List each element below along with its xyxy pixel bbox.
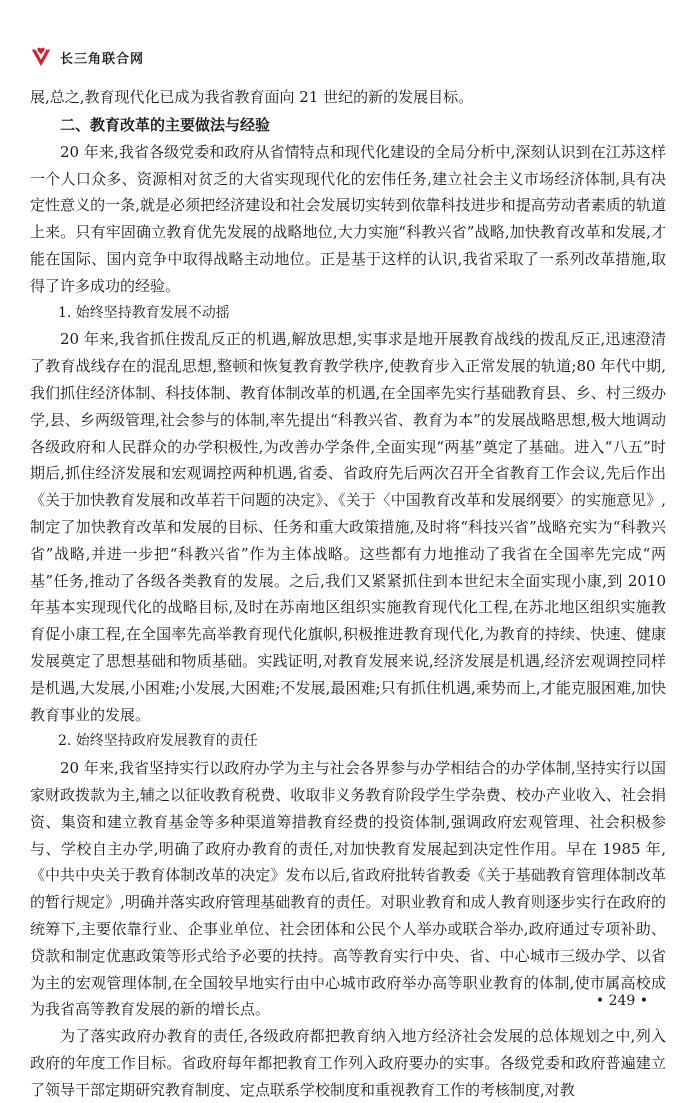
page-number: • 249 • <box>595 993 648 1009</box>
subsection-2-paragraph: 20 年来,我省坚持实行以政府办学为主与社会各界参与办学相结合的办学体制,坚持实行以国家财政拨款为主,辅之以征收教育税费、收取非义务教育阶段学生学杂费、校办产业收入、社会捐资、集资和建立教育基金等多种渠道筹措教育经费的投资体制,强调政府宏观管理、社会积极参与、学校自主办学,明确了政府办教育的责任,对加快教育发展起到决定性作用。早在 1985 年,《中共中央关于教育体制改革的决定》发布以后,省政府批转省教委《关于基础教育管理体制改革的暂行规定》,明确并落实政府管理基础教育的责任。对职业教育和成人教育则逐步实行在政府的统筹下,主要依靠行业、企事业单位、社会团体和公民个人举办或联合举办,政府通过专项补助、贷款和制定优惠政策等形式给予必要的扶持。高等教育实行中央、省、中心城市三级办学、以省为主的宏观管理体制,在全国较早地实行由中心城市政府举办高等职业教育的体制,使市属高校成为我省高等教育发展的新的增长点。 <box>30 759 666 1019</box>
subsection-1-title: 1. 始终坚持教育发展不动摇 <box>58 304 230 321</box>
continuation-paragraph: 展,总之,教育现代化已成为我省教育面向 21 世纪的新的发展目标。 <box>30 88 474 106</box>
page-header <box>30 46 144 68</box>
subsection-2-title: 2. 始终坚持政府发展教育的责任 <box>58 733 258 750</box>
subsection-1-paragraph: 20 年来,我省抓住拨乱反正的机遇,解放思想,实事求是地开展教育战线的拨乱反正,迅速澄清了教育战线存在的混乱思想,整顿和恢复教育教学秩序,使教育步入正常发展的轨道;80 年代中期,我们抓住经济体制、科技体制、教育体制改革的机遇,在全国率先实行基础教育县、乡、村三级办学,县、乡两级管理,社会参与的体制,率先提出“科教兴省、教育为本”的发展战略思想,极大地调动各级政府和人民群众的办学积极性,为改善办学条件,全面实现“两基”奠定了基础。进入“八五”时期后,抓住经济发展和宏观调控两种机遇,省委、省政府先后两次召开全省教育工作会议,先后作出《关于加快教育发展和改革若干问题的决定》、《关于〈中国教育改革和发展纲要〉的实施意见》,制定了加快教育改革和发展的目标、任务和重大政策措施,及时将“科技兴省”战略充实为“科教兴省”战略,并进一步把“科教兴省”作为主体战略。这些都有力地推动了我省在全国率先完成“两基”任务,推动了各级各类教育的发展。之后,我们又紧紧抓住到本世纪末全面实现小康,到 2010 年基本实现现代化的战略目标,及时在苏南地区组织实施教育现代化工程,在苏北地区组织实施教育促小康工程,在全国率先高举教育现代化旗帜,积极推进教育现代化,为教育的持续、快速、健康发展奠定了思想基础和物质基础。实践证明,对教育发展来说,经济发展是机遇,经济宏观调控同样是机遇,大发展,小困难;小发展,大困难;不发展,最困难;只有抓住机遇,乘势而上,才能克服困难,加快教育事业的发展。 <box>30 330 666 724</box>
v-heart-logo-icon <box>30 46 52 68</box>
section-title: 二、教育改革的主要做法与经验 <box>60 115 271 134</box>
intro-paragraph: 20 年来,我省各级党委和政府从省情特点和现代化建设的全局分析中,深刻认识到在江苏这样一个人口众多、资源相对贫乏的大省实现现代化的宏伟任务,建立社会主义市场经济体制,具有决定性意义的一条,就是必须把经济建设和社会发展切实转到依靠科技进步和提高劳动者素质的轨道上来。只有牢固确立教育优先发展的战略地位,大力实施“科教兴省”战略,加快教育改革和发展,才能在国际、国内竞争中取得战略主动地位。正是基于这样的认识,我省采取了一系列改革措施,取得了许多成功的经验。 <box>30 142 666 295</box>
final-paragraph: 为了落实政府办教育的责任,各级政府都把教育纳入地方经济社会发展的总体规划之中,列入政府的年度工作目标。省政府每年都把教育工作列入政府要办的实事。各级党委和政府普遍建立了领导干部定期研究教育制度、定点联系学校制度和重视教育工作的考核制度,对教 <box>30 1027 666 1099</box>
document-body <box>30 84 666 1103</box>
site-name: 长三角联合网 <box>60 51 145 67</box>
